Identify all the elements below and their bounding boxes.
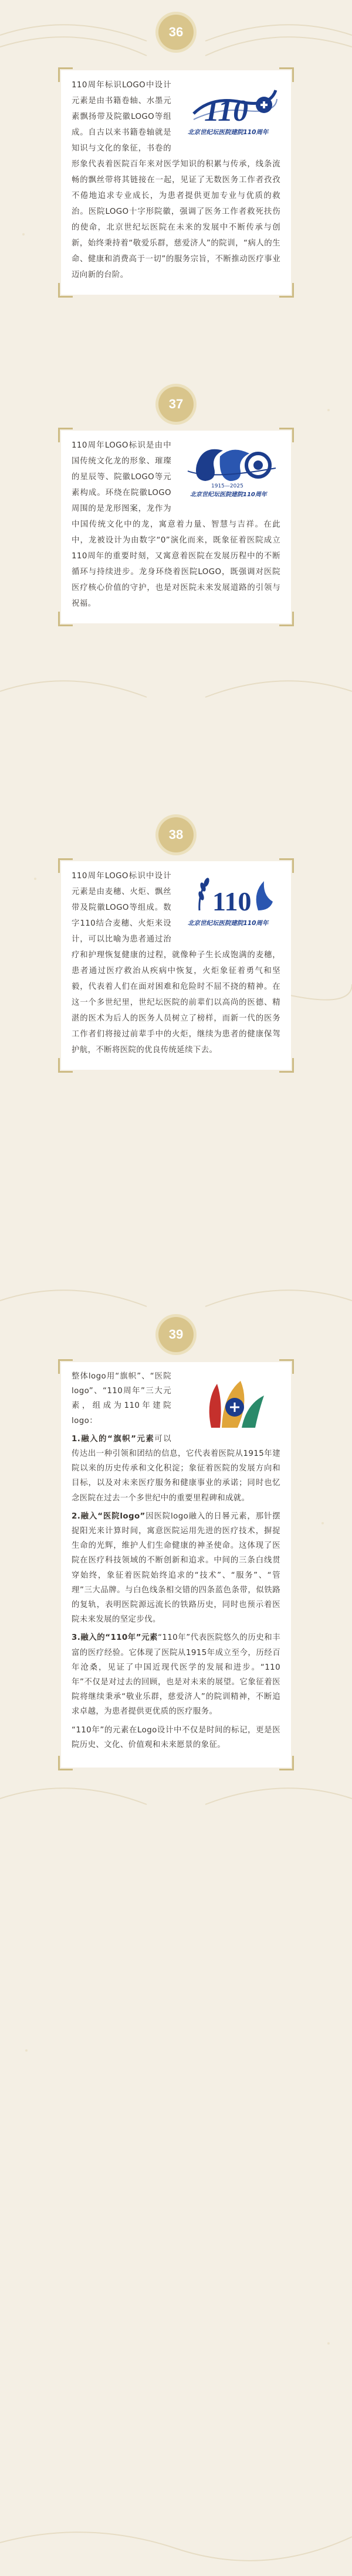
corner-decoration — [279, 67, 294, 82]
anniversary-logo-flag — [176, 1370, 280, 1435]
corner-decoration — [58, 858, 73, 873]
content-card — [61, 1362, 291, 1768]
item-title: 融入的“旗帜”元素 — [80, 1434, 155, 1444]
section-body: 环绕在院徽LOGO周围的是龙形图案，龙作为中国传统文化中的龙，寓意着力量、智慧与吉祥。在此中，龙被设计为由数字“0”演化而来，既象征着医院成立110周年的重要时刻，又寓意着医院在发展历程中的不断循环与持续进步。龙身环绕着医院LOGO，既强调对医院医疗核心价值的守护，也是对医院未来发展道路的引领与祝福。 — [72, 489, 280, 608]
item-title: 融入“医院logo” — [80, 1512, 145, 1521]
item-title: 融入的“110年”元素 — [80, 1633, 158, 1643]
corner-decoration — [58, 283, 73, 298]
section-lead: 110周年标识LOGO中设计元素是由书籍卷轴、水墨元素飘扬带及院徽LOGO等组成。 — [72, 81, 171, 137]
section-number-badge: 39 — [158, 1317, 194, 1352]
item-body: 因医院logo融入的日晷元素，那针摆捉阳光来计算时间，寓意医院运用先进的医疗技术，摒捉生命的光辉，维护人们生命健康的神圣使命。这体现了医院在医疗科技领域的不断创新和追求。中间的三条白线贯穿始终，象征着医院始终追求的“技术”、“服务”、“管理”三大品牌。与白色线条相交错的四条蓝色条带，似铁路的复轨，表明医院源远流长的铁路历史，同时也预示着医院未来发展的坚定步伐。 — [72, 1512, 280, 1625]
logo-caption: 北京世纪坛医院建院110周年 — [188, 920, 269, 927]
logo-number: 110 — [212, 886, 252, 916]
content-card — [61, 431, 291, 623]
content-card — [61, 70, 291, 295]
anniversary-logo-dragon — [176, 439, 280, 500]
section-number-badge: 36 — [158, 15, 194, 50]
anniversary-logo-scroll — [176, 79, 280, 139]
corner-decoration — [58, 67, 73, 82]
content-card — [61, 861, 291, 1070]
section-number-badge: 37 — [158, 387, 194, 422]
section-lead: 整体logo用“旗帜”、“医院logo”、“110周年”三大元素，组成为110年建院logo： — [72, 1372, 171, 1425]
corner-decoration — [58, 428, 73, 442]
section-lead: 110周年LOGO标识中设计元素是由麦穗、火炬、飘丝带及院徽LOGO等组成。 — [72, 872, 171, 912]
section-lead: 110周年LOGO标识是由中国传统文化龙的形象、璀璨的星辰等、院徽LOGO等元素构成。 — [72, 441, 171, 497]
corner-decoration — [279, 612, 294, 626]
list-item — [72, 1432, 280, 1506]
logo-caption: 北京世纪坛医院建院110周年 — [188, 129, 269, 136]
corner-decoration — [58, 1058, 73, 1073]
logo-years: 1915—2025 — [211, 483, 243, 489]
corner-decoration — [58, 1756, 73, 1770]
corner-decoration — [279, 1058, 294, 1073]
item-body: 可以传达出一种引领和团结的信息，它代表着医院从1915年建院以来的历史传承和文化积淀；象征着医院的发展方向和目标，以及对未来医疗服务和健康事业的承诺；同时也忆念医院在过去一个多世纪中的重要里程碑和成就。 — [72, 1434, 280, 1503]
corner-decoration — [58, 1359, 73, 1374]
anniversary-logo-wheat — [176, 869, 280, 930]
logo-caption: 北京世纪坛医院建院110周年 — [190, 492, 267, 498]
corner-decoration — [58, 612, 73, 626]
item-number: 1. — [72, 1434, 81, 1444]
item-number: 3. — [72, 1633, 81, 1643]
corner-decoration — [279, 858, 294, 873]
list-item — [72, 1509, 280, 1628]
corner-decoration — [279, 428, 294, 442]
corner-decoration — [279, 1756, 294, 1770]
section-body: 数字110结合麦穗、火炬来设计，可以比喻为患者通过治疗和护理恢复健康的过程，就像种子生长成饱满的麦穗，患者通过医疗救治从疾病中恢复，火炬象征着勇气和坚毅，代表着人们在面对困难和危险时不屈不挠的精神。在这一个多世纪里，世纪坛医院的前辈们以高尚的医德、精湛的医术为后人的医务人员树立了榜样，而新一代的医务工作者们将接过前辈手中的火炬，继续为患者的健康保驾护航，不断将医院的优良传统延续下去。 — [72, 903, 280, 1055]
list-item — [72, 1630, 280, 1719]
item-number: 2. — [72, 1512, 81, 1521]
item-body: “110年”代表医院悠久的历史和丰富的医疗经验。它体现了医院从1915年成立至今，历经百年沧桑，见证了中国近现代医学的发展和进步。“110年”不仅是对过去的回顾，也是对未来的展望。它象征着医院将继续秉承“敬业乐群，慈爱济人”的院训精神，不断追求卓越，为患者提供更优质的医疗服务。 — [72, 1633, 281, 1717]
corner-decoration — [279, 1359, 294, 1374]
closing-text: “110年”的元素在Logo设计中不仅是时间的标记，更是医院历史、文化、价值观和未来愿景的象征。 — [72, 1725, 280, 1749]
section-body: 自古以来书籍卷轴就是知识与文化的象征，书卷的形象代表着医院百年来对医学知识的积累与传承，线条流畅的飘丝带将其链接在一起，见证了无数医务工作者孜孜不倦地追求专业成长，为患者提供更加专业与优质的救治。医院LOGO十字形院徽，强调了医务工作者救死扶伤的使命，北京世纪坛医院在未来的发展中不断传承与创新，始终秉持着“敬爱乐群，慈爱济人”的院训，“病人的生命、健康和消费高于一切”的服务宗旨，不断推动医疗事业迈向新的台阶。 — [72, 128, 280, 279]
logo-number: 110 — [204, 94, 249, 128]
corner-decoration — [279, 283, 294, 298]
section-number-badge: 38 — [158, 817, 194, 852]
